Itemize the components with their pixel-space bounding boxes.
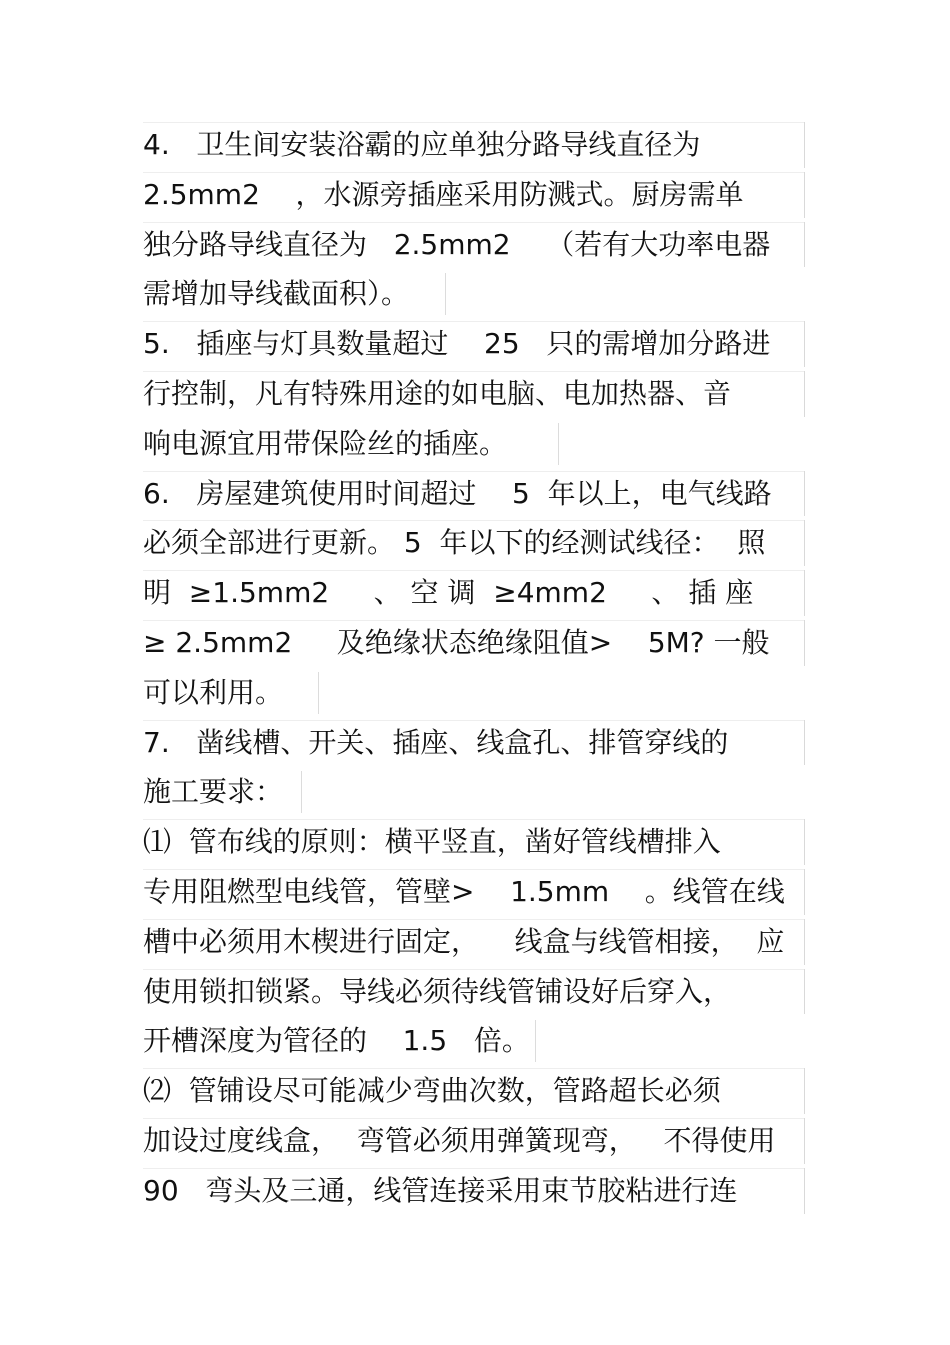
line-text: ⑵ 管铺设尽可能减少弯曲次数，管路超长必须 (143, 1074, 721, 1108)
line-end-rule (558, 423, 559, 465)
line-text: 槽中必须用木楔进行固定， 线盒与线管相接， 应 (143, 924, 785, 958)
line-text: 施工要求： (143, 775, 284, 809)
text-line (143, 419, 805, 469)
text-line (143, 618, 805, 668)
line-text: 开槽深度为管径的 1.5 倍。 (143, 1024, 530, 1058)
line-text: 响电源宜用带保险丝的插座。 (143, 426, 508, 460)
text-line (143, 120, 805, 170)
line-text: 行控制，凡有特殊用途的如电脑、电加热器、音 (143, 376, 732, 410)
line-text: 6. 房屋建筑使用时间超过 5 年以上，电气线路 (143, 476, 772, 510)
text-line (143, 469, 805, 519)
text-line (143, 917, 805, 967)
line-text: 7. 凿线槽、开关、插座、线盒孔、排管穿线的 (143, 725, 729, 759)
line-text: 可以利用。 (143, 675, 284, 709)
line-end-rule (445, 273, 446, 315)
text-line (143, 170, 805, 220)
text-line (143, 369, 805, 419)
line-text: 90 弯头及三通，线管连接采用束节胶粘进行连 (143, 1173, 738, 1207)
text-line (143, 1116, 805, 1166)
line-text: 加设过度线盒， 弯管必须用弹簧现弯， 不得使用 (143, 1123, 776, 1157)
line-text: 4. 卫生间安装浴霸的应单独分路导线直径为 (143, 128, 701, 161)
text-line (143, 518, 805, 568)
line-text: 明 ≥1.5mm2 、 空 调 ≥4mm2 、 插 座 (143, 576, 754, 610)
text-line (143, 1016, 805, 1066)
line-end-rule (535, 1020, 536, 1062)
line-text: 使用锁扣锁紧。导线必须待线管铺设好后穿入， (143, 974, 732, 1008)
text-line (143, 967, 805, 1017)
text-line (143, 668, 805, 718)
line-text: 需增加导线截面积）。 (143, 277, 410, 311)
document-body (143, 120, 805, 1216)
text-line (143, 1066, 805, 1116)
line-text: ⑴ 管布线的原则：横平竖直，凿好管线槽排入 (143, 825, 721, 859)
text-line (143, 767, 805, 817)
text-line (143, 1166, 805, 1216)
text-line (143, 867, 805, 917)
text-line (143, 718, 805, 768)
text-line (143, 568, 805, 618)
text-line (143, 269, 805, 319)
line-text: 独分路导线直径为 2.5mm2 （若有大功率电器 (143, 227, 771, 261)
line-text: ≥ 2.5mm2 及绝缘状态绝缘阻值> 5M? 一般 (143, 625, 770, 659)
line-text: 2.5mm2 ，水源旁插座采用防溅式。厨房需单 (143, 177, 744, 211)
line-end-rule (301, 771, 302, 813)
text-line (143, 817, 805, 867)
line-text: 专用阻燃型电线管，管壁> 1.5mm 。线管在线 (143, 874, 785, 908)
line-text: 必须全部进行更新。 5 年以下的经测试线径： 照 (143, 526, 766, 560)
text-line (143, 319, 805, 369)
text-line (143, 220, 805, 270)
line-end-rule (318, 672, 319, 714)
line-text: 5. 插座与灯具数量超过 25 只的需增加分路进 (143, 327, 771, 361)
